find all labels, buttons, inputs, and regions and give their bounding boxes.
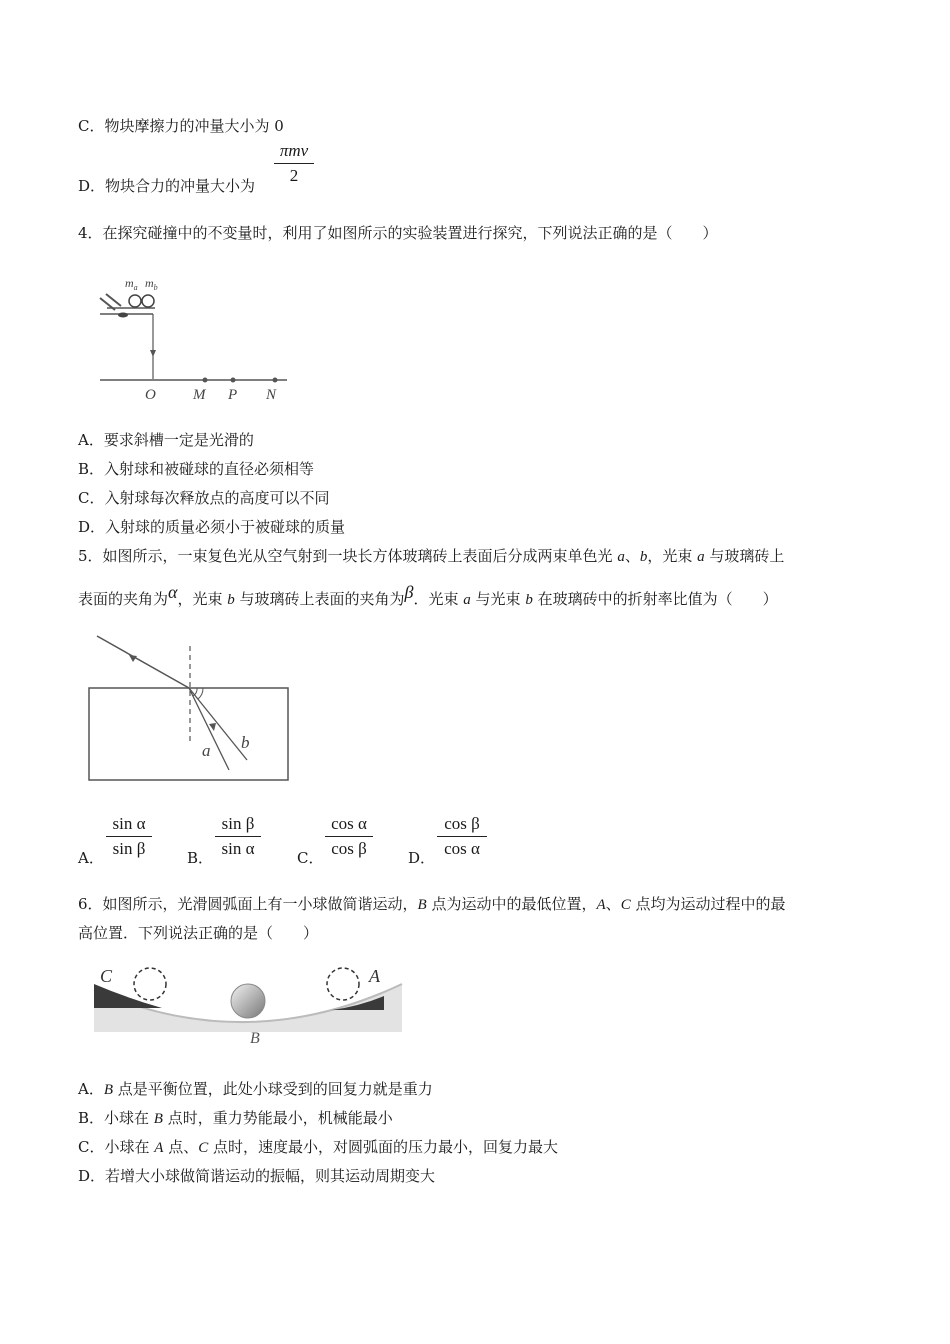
ball-c-dashed (134, 968, 166, 1000)
q6-option-b: B．小球在 B 点时，重力势能最小，机械能最小 (78, 1109, 393, 1127)
q5-option-b-label: B． (187, 849, 214, 867)
q3-option-c: C．物块摩擦力的冲量大小为 0 (78, 117, 284, 135)
label-a: a (202, 741, 211, 760)
q3-option-d-fraction (274, 140, 314, 187)
q3-option-d: D．物块合力的冲量大小为 (78, 177, 256, 195)
q5-stem-line2: 表面的夹角为α，光束 b 与玻璃砖上表面的夹角为β．光束 a 与光束 b 在玻璃砖中的折射率比值为（ ） (78, 582, 778, 608)
q4-option-a: A．要求斜槽一定是光滑的 (78, 431, 254, 449)
q6-option-d: D．若增大小球做简谐运动的振幅，则其运动周期变大 (78, 1167, 436, 1185)
label-ma: $m_a$ (125, 276, 138, 292)
q5-option-c-fraction: cos α cos β (325, 813, 373, 860)
ray-b (189, 688, 247, 760)
ball-ma (129, 295, 141, 307)
label-B: B (250, 1030, 260, 1047)
label-b: b (241, 733, 250, 752)
label-P: P (228, 387, 238, 403)
q3-frac-numerator: πmv (279, 141, 309, 160)
q5-option-a-label: A． (78, 849, 104, 867)
q4-stem: 4．在探究碰撞中的不变量时，利用了如图所示的实验装置进行探究，下列说法正确的是（ ） (78, 224, 718, 242)
q3-frac-denominator: 2 (289, 166, 299, 185)
label-M: M (193, 387, 206, 403)
incident-ray (97, 636, 189, 688)
q5-option-d-fraction: cos β cos α (437, 813, 487, 860)
label-O: O (145, 387, 156, 403)
label-mb: $m_b$ (145, 276, 158, 292)
q6-option-c: C．小球在 A 点、C 点时，速度最小，对圆弧面的压力最小，回复力最大 (78, 1138, 558, 1156)
left-dark-region (94, 984, 162, 1008)
q4-collision-figure (95, 272, 295, 407)
ball-mb (142, 295, 154, 307)
q6-arc-figure (92, 962, 404, 1050)
q5-option-b-fraction: sin β sin α (215, 813, 261, 860)
q4-option-c: C．入射球每次释放点的高度可以不同 (78, 489, 330, 507)
q5-option-c-label: C． (297, 849, 324, 867)
q5-refraction-figure (85, 632, 295, 787)
label-C: C (100, 966, 113, 986)
q4-option-b: B．入射球和被碰球的直径必须相等 (78, 460, 315, 478)
q5-option-a-fraction: sin α sin β (106, 813, 152, 860)
q6-stem-line2: 高位置．下列说法正确的是（ ） (78, 924, 319, 942)
q4-option-d: D．入射球的质量必须小于被碰球的质量 (78, 518, 346, 536)
q5-option-d-label: D． (408, 849, 436, 867)
ball-b (231, 984, 265, 1018)
q6-option-a: A．B 点是平衡位置，此处小球受到的回复力就是重力 (78, 1080, 433, 1098)
ball-a-dashed (327, 968, 359, 1000)
label-A: A (369, 966, 380, 986)
glass-brick (89, 688, 288, 780)
label-N: N (266, 387, 277, 403)
q5-stem-line1: 5．如图所示，一束复色光从空气射到一块长方体玻璃砖上表面后分成两束单色光 a、b，光束 a 与玻璃砖上 (78, 547, 785, 565)
q6-stem-line1: 6．如图所示，光滑圆弧面上有一小球做简谐运动，B 点为运动中的最低位置，A、C 点均为运动过程中的最 (78, 895, 786, 913)
